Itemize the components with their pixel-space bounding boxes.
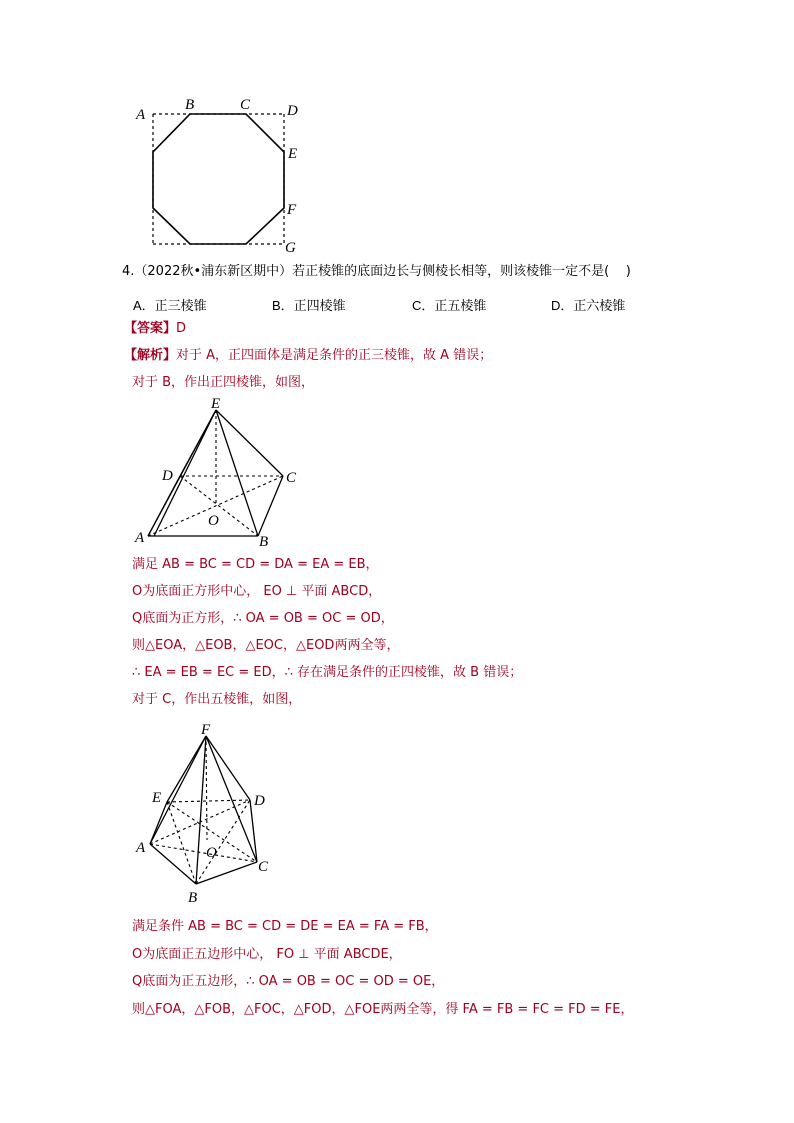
label-A: A <box>136 107 146 123</box>
label-F: F <box>201 722 211 738</box>
edge-BC <box>258 476 283 536</box>
label-G: G <box>285 240 296 256</box>
analysis-line-5: Q底面为正方形，∴ OA = OB = OC = OD， <box>132 611 394 626</box>
analysis-line-1: 【解析】对于 A，正四面体是满足条件的正三棱锥，故 A 错误； <box>124 348 493 363</box>
analysis-line-2: 对于 B，作出正四棱锥，如图， <box>132 375 315 390</box>
label-E: E <box>152 790 162 806</box>
analysis-line-3: 满足 AB = BC = CD = DA = EA = EB， <box>132 557 379 572</box>
analysis-line-6: 则△EOA，△EOB，△EOC，△EOD两两全等， <box>132 638 400 653</box>
edge-AB <box>150 844 196 884</box>
question-4-stem <box>122 263 631 281</box>
edge-FB <box>196 736 206 884</box>
diag-AC <box>150 844 257 862</box>
analysis-line-8: 对于 C，作出五棱锥，如图， <box>132 692 302 707</box>
label-C: C <box>258 859 269 875</box>
edge-ED <box>167 800 250 802</box>
label-B: B <box>259 534 269 550</box>
question-blank: ) <box>609 264 631 279</box>
label-F: F <box>287 202 297 218</box>
diag-DB <box>180 476 258 536</box>
label-A: A <box>136 840 146 856</box>
octagon <box>153 114 284 244</box>
analysis-line-11: Q底面为正五边形，∴ OA = OB = OC = OD = OE， <box>132 974 445 989</box>
edge-FE <box>167 736 206 802</box>
octagon-figure <box>130 92 310 257</box>
analysis-line-9: 满足条件 AB = BC = CD = DE = EA = FA = FB， <box>132 919 438 934</box>
label-D: D <box>162 468 173 484</box>
label-B: B <box>185 97 195 113</box>
height-FO <box>206 736 207 840</box>
analysis-line-4: O为底面正方形中心， EO ⊥ 平面 ABCD， <box>132 584 382 599</box>
label-D: D <box>287 103 298 119</box>
square-pyramid-figure <box>130 398 310 548</box>
answer-value: D <box>176 321 187 336</box>
label-D: D <box>254 793 265 809</box>
label-E: E <box>288 146 298 162</box>
question-source: （2022秋•浦东新区期中） <box>134 264 293 279</box>
option-a: A．正三棱锥 <box>133 298 207 314</box>
label-A: A <box>135 530 145 546</box>
edge-EB <box>216 410 258 536</box>
analysis-line-12: 则△FOA，△FOB，△FOC，△FOD，△FOE两两全等，得 FA = FB = FC = FD = FE， <box>132 1002 634 1017</box>
edge-EC <box>216 410 283 476</box>
label-O: O <box>206 845 217 861</box>
diag-BD <box>196 800 250 884</box>
option-d: D．正六棱锥 <box>551 298 626 314</box>
answer-tag: 【答案】 <box>124 321 177 336</box>
edge-ED <box>180 410 216 476</box>
question-text: 若正棱锥的底面边长与侧棱长相等，则该棱锥一定不是( <box>292 264 610 279</box>
label-O: O <box>208 513 219 529</box>
pentagonal-pyramid-figure <box>130 724 310 909</box>
label-C: C <box>286 470 297 486</box>
analysis-line-10: O为底面正五边形中心， FO ⊥ 平面 ABCDE， <box>132 947 402 962</box>
option-c: C．正五棱锥 <box>412 298 487 314</box>
option-b: B．正四棱锥 <box>272 298 346 314</box>
analysis-line-7: ∴ EA = EB = EC = ED，∴ 存在满足条件的正四棱锥，故 B 错误； <box>132 665 523 680</box>
edge-BC <box>196 862 257 884</box>
label-E: E <box>211 396 221 412</box>
answer-line <box>124 320 186 338</box>
analysis-tag: 【解析】 <box>124 348 177 363</box>
label-C: C <box>240 97 251 113</box>
label-B: B <box>188 890 198 906</box>
question-number: 4. <box>122 264 135 279</box>
